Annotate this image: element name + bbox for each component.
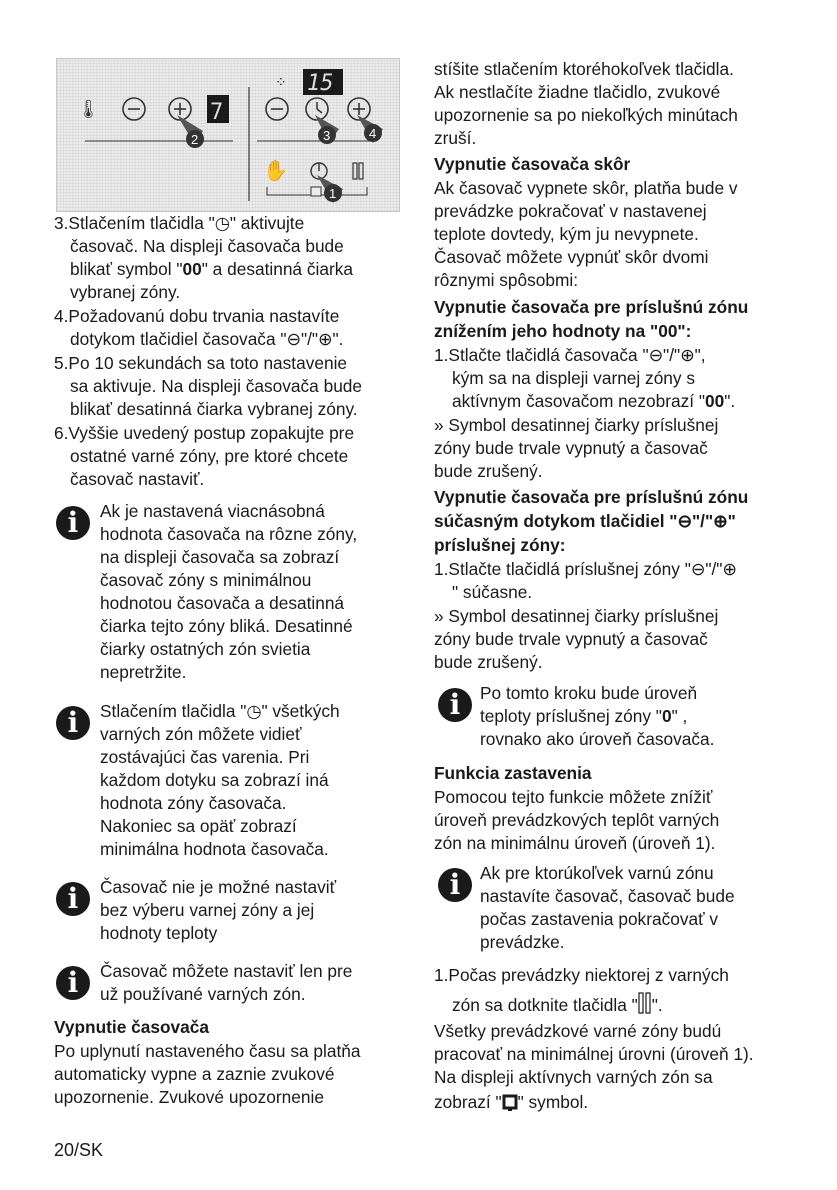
lock-icon <box>311 187 321 196</box>
info-1-line-2: hodnota časovača na rôzne zóny, <box>100 524 358 544</box>
callout-2 <box>177 115 204 148</box>
timer-display-value: 15 <box>307 71 334 96</box>
step-1b-line-2: " súčasne. <box>452 582 533 602</box>
step-3-line-3: blikať symbol "00" a desatinná čiarka <box>70 259 353 279</box>
section-heading: Funkcia zastavenia <box>434 763 592 783</box>
result-1-line-1: » Symbol desatinnej čiarky príslušnej <box>434 415 719 435</box>
step-4-line-2: dotykom tlačidiel časovača "⊖"/"⊕". <box>70 329 344 349</box>
para-3-line-3: zón na minimálnu úroveň (úroveň 1). <box>434 833 716 853</box>
temperature-icon: 🌡 <box>77 99 100 120</box>
callout-4 <box>357 115 383 143</box>
info-icon: i <box>56 966 90 1000</box>
info-1-line-5: hodnotou časovača a desatinná <box>100 593 345 613</box>
info-3-line-1: Časovač nie je možné nastaviť <box>100 877 337 897</box>
info-6-line-4: prevádzke. <box>480 932 565 952</box>
result-2-line-2: zóny bude trvale vypnutý a časovač <box>434 629 708 649</box>
info-1-line-8: nepretržite. <box>100 662 187 682</box>
step-5-line-2: sa aktivuje. Na displeji časovača bude <box>70 376 363 396</box>
subheading-2-line-3: príslušnej zóny: <box>434 535 566 555</box>
step-3-line-2: časovač. Na displeji časovača bude <box>70 236 344 256</box>
info-icon: i <box>438 868 472 902</box>
blink-icon: ⁘ <box>275 75 287 91</box>
step-3-line-1: 3.Stlačením tlačidla "◷" aktivujte <box>54 213 305 233</box>
info-5-line-3: rovnako ako úroveň časovača. <box>480 729 715 749</box>
info-2-line-6: Nakoniec sa opäť zobrazí <box>100 816 297 836</box>
para-4-line-2: pracovať na minimálnej úrovni (úroveň 1). <box>434 1044 754 1064</box>
para-2-line-2: prevádzke pokračovať v nastavenej <box>434 201 707 221</box>
pause-level-icon <box>502 1093 518 1111</box>
pause-icon[interactable] <box>353 163 357 179</box>
info-3-line-3: hodnoty teploty <box>100 923 218 943</box>
result-2-line-1: » Symbol desatinnej čiarky príslušnej <box>434 606 719 626</box>
info-1-line-3: na displeji časovača sa zobrazí <box>100 547 340 567</box>
svg-text:4: 4 <box>369 126 377 141</box>
info-4-line-1: Časovač môžete nastaviť len pre <box>100 961 353 981</box>
step-4-line-1: 4.Požadovanú dobu trvania nastavíte <box>54 306 340 326</box>
info-1-line-4: časovač zóny s minimálnou <box>100 570 312 590</box>
info-1-line-7: čiarky ostatných zón svietia <box>100 639 311 659</box>
para-1-line-3: upozornenie sa po niekoľkých minútach <box>434 105 738 125</box>
step-1c-line-2: zón sa dotknite tlačidla " ". <box>452 992 663 1017</box>
para-2-line-1: Ak časovač vypnete skôr, platňa bude v <box>434 178 738 198</box>
step-5-line-1: 5.Po 10 sekundách sa toto nastavenie <box>54 353 348 373</box>
para-3-line-1: Pomocou tejto funkcie môžete znížiť <box>434 787 713 807</box>
info-6-line-1: Ak pre ktorúkoľvek varnú zónu <box>480 863 714 883</box>
section-heading: Vypnutie časovača <box>54 1017 209 1037</box>
svg-text:3: 3 <box>323 128 331 143</box>
para-1-line-4: zruší. <box>434 128 477 148</box>
step-6-line-2: ostatné varné zóny, pre ktoré chcete <box>70 446 349 466</box>
para-1-line-1: stíšite stlačením ktoréhokoľvek tlačidla. <box>434 59 734 79</box>
svg-text:2: 2 <box>191 132 199 147</box>
info-1-line-6: čiarka tejto zóny bliká. Desatinné <box>100 616 353 636</box>
step-3-line-4: vybranej zóny. <box>70 282 181 302</box>
control-panel-illustration <box>56 58 400 212</box>
step-1a-line-1: 1.Stlačte tlačidlá časovača "⊖"/"⊕", <box>434 345 706 365</box>
svg-text:1: 1 <box>329 186 337 201</box>
info-2-line-3: zostávajúci čas varenia. Pri <box>100 747 310 767</box>
info-6-line-2: nastavíte časovač, časovač bude <box>480 886 735 906</box>
para-3-line-2: úroveň prevádzkových teplôt varných <box>434 810 720 830</box>
para-line-1: Po uplynutí nastaveného času sa platňa <box>54 1041 361 1061</box>
info-2-line-1: Stlačením tlačidla "◷" všetkých <box>100 701 340 721</box>
info-5-line-1: Po tomto kroku bude úroveň <box>480 683 698 703</box>
para-1-line-2: Ak nestlačíte žiadne tlačidlo, zvukové <box>434 82 721 102</box>
info-2-line-7: minimálna hodnota časovača. <box>100 839 329 859</box>
para-4-line-3: Na displeji aktívnych varných zón sa <box>434 1067 713 1087</box>
para-4-line-4: zobrazí " " symbol. <box>434 1092 589 1112</box>
info-icon: i <box>438 688 472 722</box>
para-line-3: upozornenie. Zvukové upozornenie <box>54 1087 324 1107</box>
info-3-line-2: bez výberu varnej zóny a jej <box>100 900 315 920</box>
info-4-line-2: už používané varných zón. <box>100 984 306 1004</box>
para-2-line-3: teplote dovtedy, kým ju nevypnete. <box>434 224 699 244</box>
subheading-1-line-2: znížením jeho hodnoty na "00": <box>434 321 692 341</box>
info-2-line-5: hodnota zóny časovača. <box>100 793 287 813</box>
callout-3 <box>315 115 339 144</box>
result-1-line-2: zóny bude trvale vypnutý a časovač <box>434 438 708 458</box>
step-5-line-3: blikať desatinná čiarka vybranej zóny. <box>70 399 358 419</box>
info-6-line-3: počas zastavenia pokračovať v <box>480 909 718 929</box>
info-icon: i <box>56 706 90 740</box>
para-4-line-1: Všetky prevádzkové varné zóny budú <box>434 1021 722 1041</box>
step-1c-line-1: 1.Počas prevádzky niektorej z varných <box>434 965 729 985</box>
info-2-line-4: každom dotyku sa zobrazí iná <box>100 770 329 790</box>
para-2-line-4: Časovač môžete vypnúť skôr dvomi <box>434 247 709 267</box>
para-line-2: automaticky vypne a zaznie zvukové <box>54 1064 335 1084</box>
para-2-line-5: rôznymi spôsobmi: <box>434 270 579 290</box>
info-5-line-2: teploty príslušnej zóny "0" , <box>480 706 688 726</box>
step-1b-line-1: 1.Stlačte tlačidlá príslušnej zóny "⊖"/"⊕ <box>434 559 737 579</box>
result-1-line-3: bude zrušený. <box>434 461 543 481</box>
info-icon: i <box>56 882 90 916</box>
zone-level: 7 <box>210 100 224 125</box>
step-6-line-3: časovač nastaviť. <box>70 469 205 489</box>
subheading-1-line-1: Vypnutie časovača pre príslušnú zónu <box>434 297 749 317</box>
section-heading: Vypnutie časovača skôr <box>434 154 631 174</box>
hand-icon: ✋ <box>263 158 288 182</box>
page-number: 20/SK <box>54 1140 104 1160</box>
step-6-line-1: 6.Vyššie uvedený postup zopakujte pre <box>54 423 355 443</box>
pause-icon <box>638 992 652 1014</box>
info-icon: i <box>56 506 90 540</box>
subheading-2-line-2: súčasným dotykom tlačidiel "⊖"/"⊕" <box>434 511 736 531</box>
result-2-line-3: bude zrušený. <box>434 652 543 672</box>
info-2-line-2: varných zón môžete vidieť <box>100 724 302 744</box>
step-1a-line-2: kým sa na displeji varnej zóny s <box>452 368 696 388</box>
subheading-2-line-1: Vypnutie časovača pre príslušnú zónu <box>434 487 749 507</box>
info-1-line-1: Ak je nastavená viacnásobná <box>100 501 325 521</box>
step-1a-line-3: aktívnym časovačom nezobrazí "00". <box>452 391 736 411</box>
control-panel-svg <box>57 59 399 211</box>
